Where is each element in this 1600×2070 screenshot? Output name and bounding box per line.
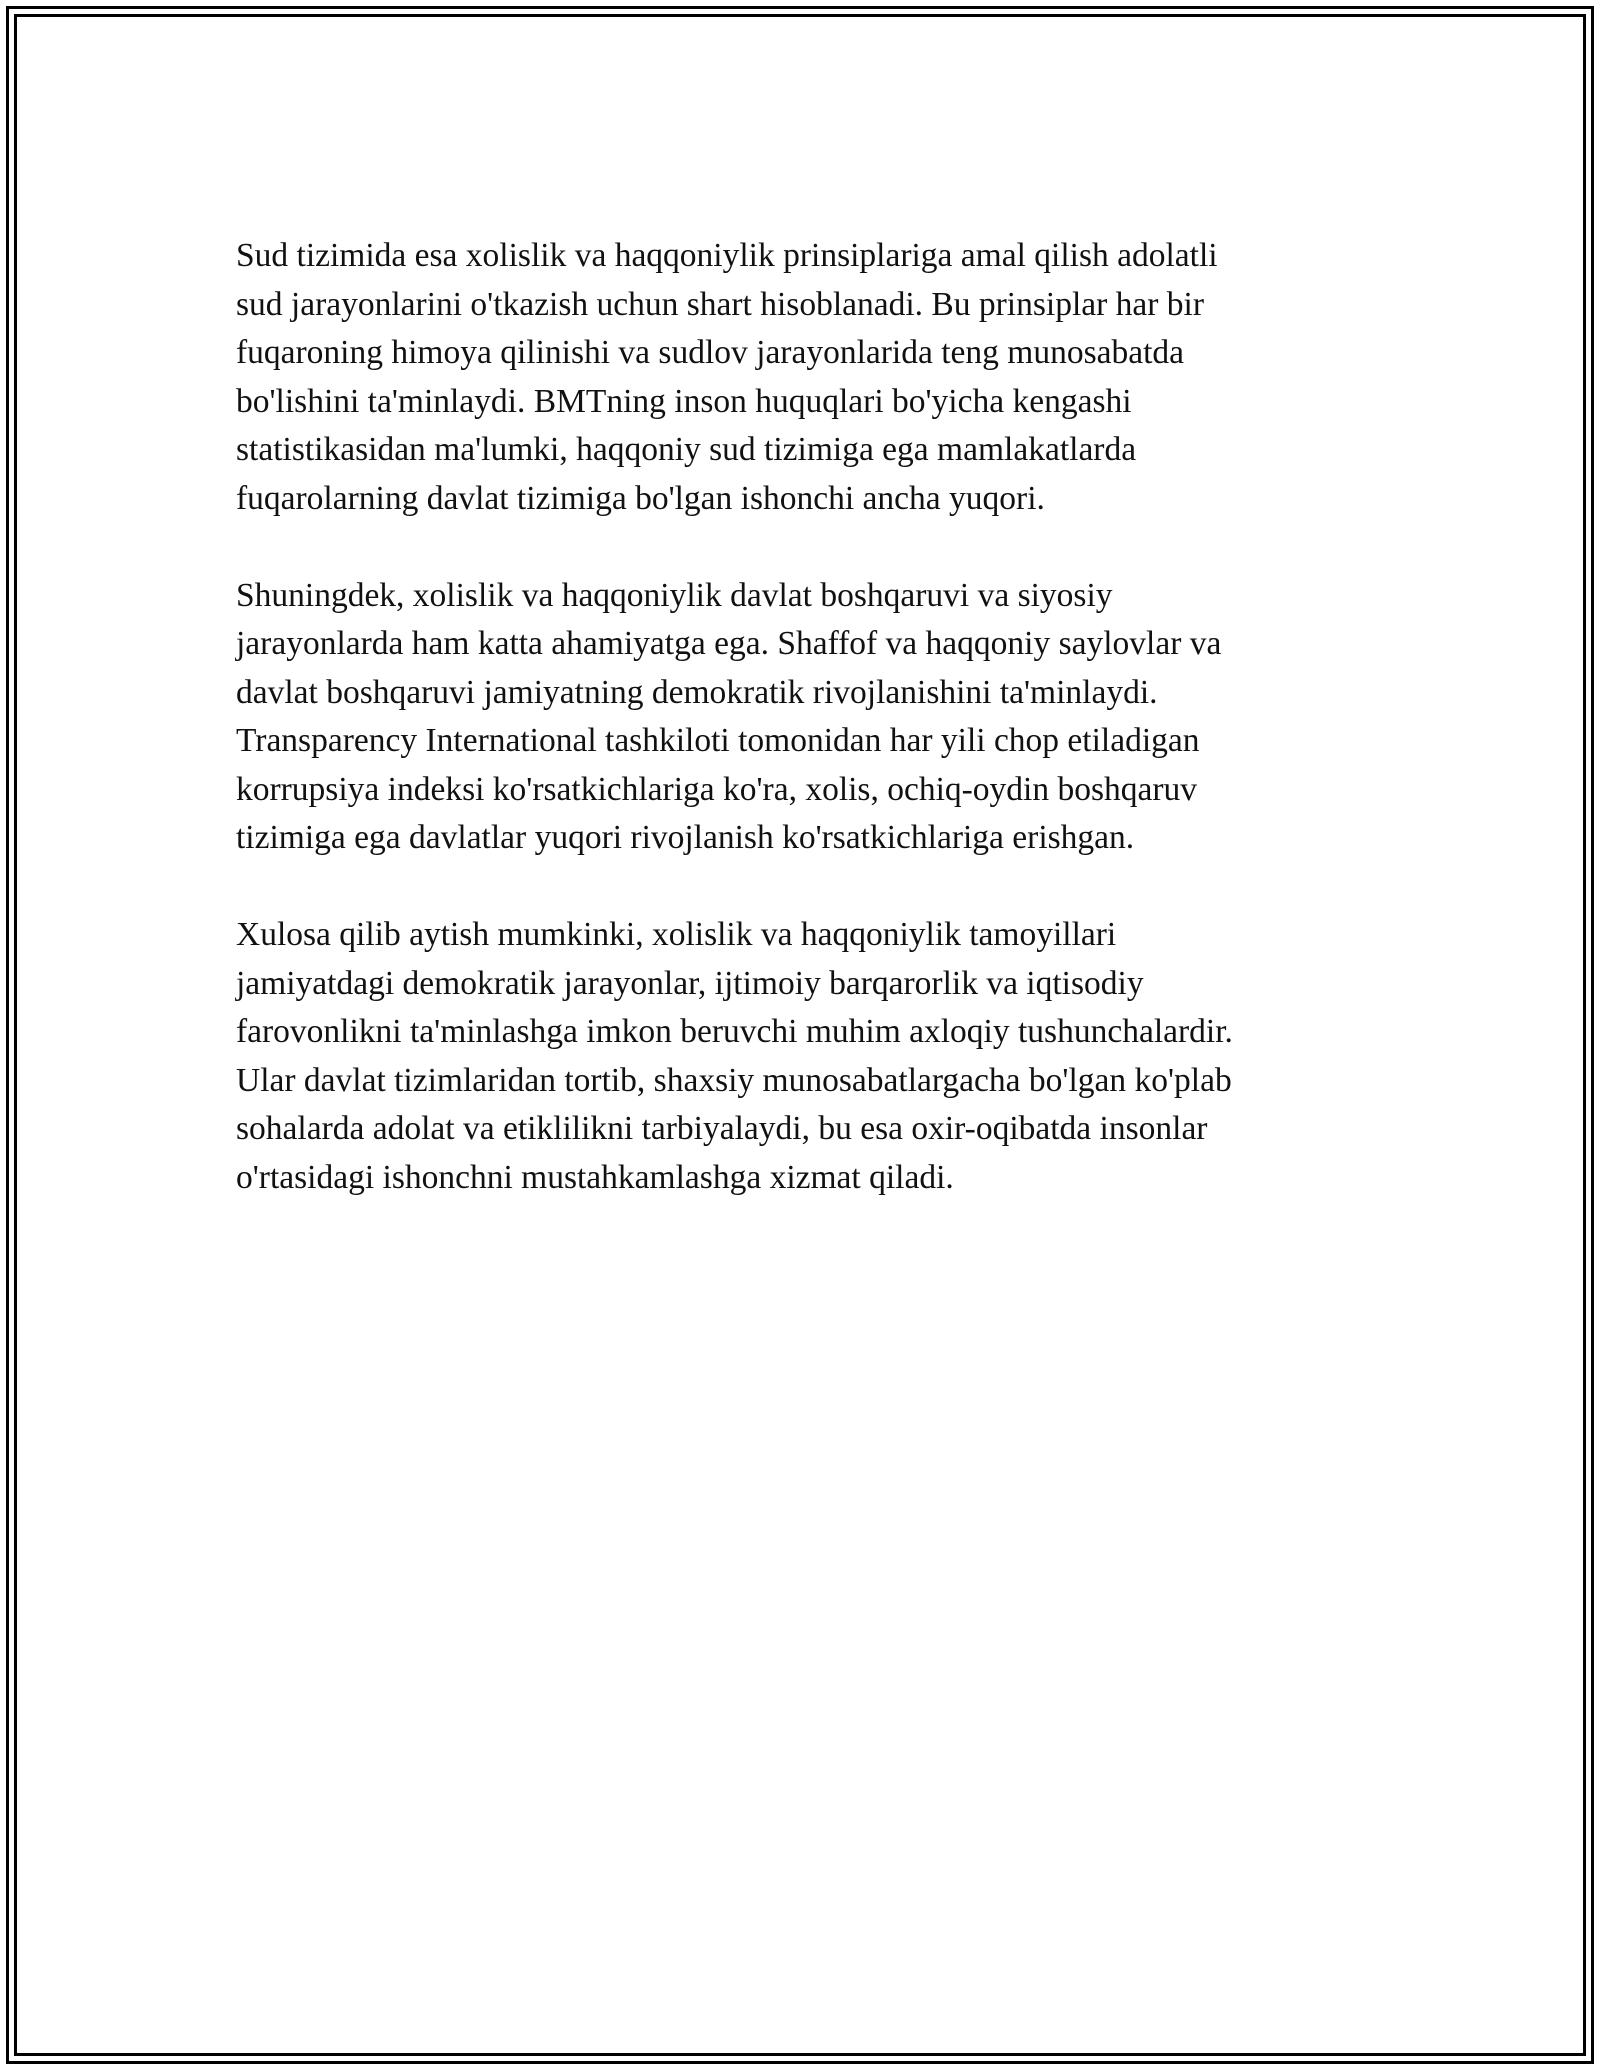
text-line: Xulosa qilib aytish mumkinki, xolislik va haqqoniylik tamoyillari bbox=[236, 916, 1117, 953]
text-line: farovonlikni ta'minlashga imkon beruvchi muhim axloqiy tushunchalardir. bbox=[236, 1013, 1233, 1050]
text-line: sohalarda adolat va etiklilikni tarbiyalaydi, bu esa oxir-oqibatda insonlar bbox=[236, 1110, 1208, 1147]
text-line: Shuningdek, xolislik va haqqoniylik davlat boshqaruvi va siyosiy bbox=[236, 576, 1113, 614]
text-line: jarayonlarda ham katta ahamiyatga ega. Shaffof va haqqoniy saylovlar va bbox=[236, 625, 1222, 662]
page-body bbox=[236, 232, 1356, 1251]
text-line: Ular davlat tizimlaridan tortib, shaxsiy munosabatlargacha bo'lgan ko'plab bbox=[236, 1061, 1232, 1099]
text-line: korrupsiya indeksi ko'rsatkichlariga ko'ra, xolis, ochiq-oydin boshqaruv bbox=[236, 770, 1198, 808]
text-line: Transparency International tashkiloti tomonidan har yili chop etiladigan bbox=[236, 722, 1200, 759]
text-line: fuqarolarning davlat tizimiga bo'lgan ishonchi ancha yuqori. bbox=[236, 479, 1045, 517]
text-line: statistikasidan ma'lumki, haqqoniy sud tizimiga ega mamlakatlarda bbox=[236, 431, 1137, 468]
text-line: Sud tizimida esa xolislik va haqqoniylik prinsiplariga amal qilish adolatli bbox=[236, 237, 1218, 274]
paragraph-conclusion bbox=[236, 911, 1356, 1202]
text-line: o'rtasidagi ishonchni mustahkamlashga xizmat qiladi. bbox=[236, 1158, 954, 1196]
text-line: sud jarayonlarini o'tkazish uchun shart hisoblanadi. Bu prinsiplar har bir bbox=[236, 285, 1205, 323]
text-line: tizimiga ega davlatlar yuqori rivojlanish ko'rsatkichlariga erishgan. bbox=[236, 819, 1135, 856]
text-line: fuqaroning himoya qilinishi va sudlov jarayonlarida teng munosabatda bbox=[236, 334, 1185, 371]
text-line: jamiyatdagi demokratik jarayonlar, ijtimoiy barqarorlik va iqtisodiy bbox=[236, 964, 1144, 1002]
paragraph-governance bbox=[236, 572, 1356, 863]
paragraph-judicial-system bbox=[236, 232, 1356, 523]
text-line: bo'lishini ta'minlaydi. BMTning inson huquqlari bo'yicha kengashi bbox=[236, 382, 1132, 420]
text-line: davlat boshqaruvi jamiyatning demokratik rivojlanishini ta'minlaydi. bbox=[236, 673, 1158, 711]
